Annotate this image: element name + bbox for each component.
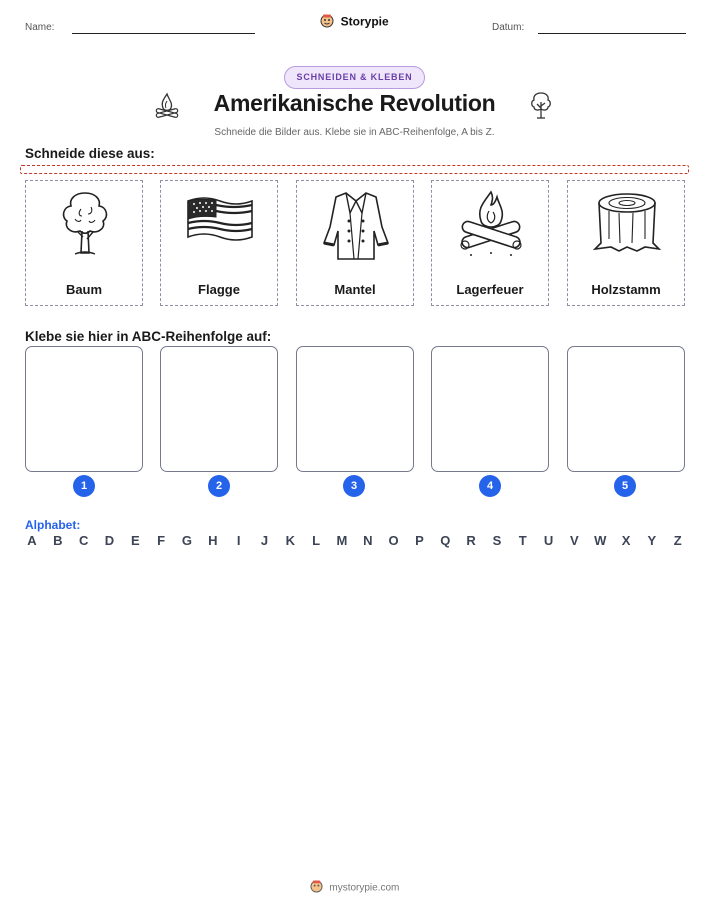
paste-box-4[interactable]: [431, 346, 549, 472]
number-badge-4: 4: [479, 475, 501, 497]
letter: J: [260, 533, 269, 548]
cut-card-label: Lagerfeuer: [456, 282, 524, 297]
letter: P: [415, 533, 424, 548]
paste-section-heading: Klebe sie hier in ABC-Reihenfolge auf:: [25, 329, 272, 344]
letter: F: [157, 533, 166, 548]
log-icon: [587, 187, 667, 262]
paste-box-1[interactable]: [25, 346, 143, 472]
date-label: Datum:: [492, 22, 525, 33]
activity-badge: SCHNEIDEN & KLEBEN: [284, 66, 425, 89]
letter: W: [594, 533, 607, 548]
letter: H: [208, 533, 218, 548]
name-label: Name:: [25, 22, 55, 33]
letter: D: [104, 533, 115, 548]
cut-card-baum[interactable]: [25, 180, 143, 306]
brand-logo: [0, 14, 709, 31]
storypie-logo-icon: [310, 880, 323, 896]
cut-card-label: Baum: [65, 282, 103, 297]
letter: V: [570, 533, 579, 548]
letter: M: [336, 533, 348, 548]
alphabet-row: [25, 533, 685, 548]
tree-icon: [528, 90, 554, 125]
letter: U: [543, 533, 554, 548]
number-badge-5: 5: [614, 475, 636, 497]
cut-card-label: Flagge: [198, 282, 240, 297]
number-badge-1: 1: [73, 475, 95, 497]
name-line[interactable]: [72, 33, 255, 34]
letter: G: [181, 533, 193, 548]
letter: L: [312, 533, 321, 548]
footer-url[interactable]: mystorypie.com: [329, 882, 400, 894]
letter: Z: [673, 533, 682, 548]
cut-section-heading: Schneide diese aus:: [25, 146, 155, 161]
page-title: Amerikanische Revolution: [213, 90, 496, 116]
number-badge-3: 3: [343, 475, 365, 497]
instructions: Schneide die Bilder aus. Klebe sie in ABC-Reihenfolge, A bis Z.: [214, 127, 495, 138]
worksheet-header: [0, 14, 709, 44]
cut-card-holzstamm[interactable]: [567, 180, 685, 306]
paste-box-2[interactable]: [160, 346, 278, 472]
letter: R: [466, 533, 476, 548]
cut-card-mantel[interactable]: [296, 180, 414, 306]
letter: S: [492, 533, 502, 548]
cut-card-flagge[interactable]: [160, 180, 278, 306]
letter: X: [621, 533, 631, 548]
letter: B: [53, 533, 63, 548]
letter: Q: [440, 533, 451, 548]
letter: I: [236, 533, 241, 548]
brand-name: Storypie: [340, 14, 389, 29]
letter: O: [388, 533, 399, 548]
cut-card-label: Holzstamm: [591, 282, 661, 297]
letter: K: [285, 533, 295, 548]
footer: [0, 880, 709, 896]
cut-card-label: Mantel: [334, 282, 376, 297]
paste-box-3[interactable]: [296, 346, 414, 472]
date-line[interactable]: [538, 33, 686, 34]
letter: T: [518, 533, 527, 548]
tree-icon: [45, 187, 125, 262]
paste-box-5[interactable]: [567, 346, 685, 472]
letter: A: [27, 533, 37, 548]
storypie-logo-icon: [320, 14, 334, 31]
campfire-icon: [451, 187, 531, 262]
letter: C: [78, 533, 89, 548]
flag-icon: [180, 187, 260, 262]
letter: Y: [647, 533, 657, 548]
cut-line: [20, 165, 689, 174]
number-badge-2: 2: [208, 475, 230, 497]
alphabet-heading: Alphabet:: [25, 518, 81, 532]
coat-icon: [316, 187, 396, 262]
letter: N: [363, 533, 373, 548]
cut-card-lagerfeuer[interactable]: [431, 180, 549, 306]
letter: E: [130, 533, 140, 548]
